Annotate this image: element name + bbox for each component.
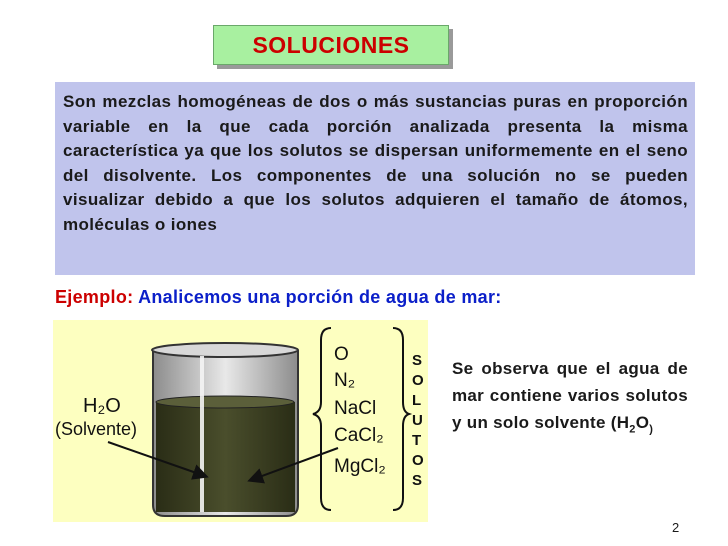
seawater-liquid (156, 402, 295, 512)
slide-title: SOLUCIONES (252, 31, 410, 58)
example-line (55, 287, 502, 308)
solutos-label (412, 352, 424, 489)
beaker-illustration (53, 320, 428, 522)
solutos-letter: S (412, 352, 423, 369)
solutos-letter: O (412, 372, 424, 389)
solutos-letter: T (412, 432, 422, 449)
solute-item: O (334, 344, 349, 365)
solutos-letter: O (412, 452, 424, 469)
observation-text (452, 355, 688, 443)
solutos-letter: U (412, 412, 423, 429)
solvent-formula: H₂O (83, 395, 121, 417)
solutos-letter: L (412, 392, 422, 409)
example-label: Ejemplo: (55, 287, 134, 307)
solutos-letter: S (412, 472, 423, 489)
seawater-figure (53, 320, 428, 522)
definition-text: Son mezclas homogéneas de dos o más sustancias puras en proporción variable en la que cada porción analizada presenta la misma característica ya que los solutos se dispersan uniformemente en el seno del disolvente. Los componentes de una solución no se pueden visualizar debido a que los solutos adquieren el tamaño de átomos, moléculas o iones (63, 92, 688, 234)
solute-item: N₂ (334, 370, 356, 391)
solutes-list (334, 344, 386, 477)
observation-closing: ) (649, 423, 654, 436)
definition-box (55, 82, 695, 275)
solute-item: CaCl₂ (334, 425, 384, 446)
left-brace (313, 328, 331, 510)
solvent-label: (Solvente) (55, 419, 138, 439)
observation-main: Se observa que el agua de mar contiene varios solutos y un solo solvente (H (452, 359, 688, 432)
observation-after: O (635, 413, 650, 432)
beaker (152, 343, 298, 516)
observation-subscript: 2 (629, 423, 636, 436)
solute-item: NaCl (334, 398, 377, 419)
example-text: Analicemos una porción de agua de mar: (138, 287, 502, 307)
title-box (213, 25, 449, 65)
solute-item: MgCl₂ (334, 456, 386, 477)
page-number: 2 (672, 520, 680, 535)
right-brace (393, 328, 409, 510)
glass-highlight (200, 356, 204, 512)
